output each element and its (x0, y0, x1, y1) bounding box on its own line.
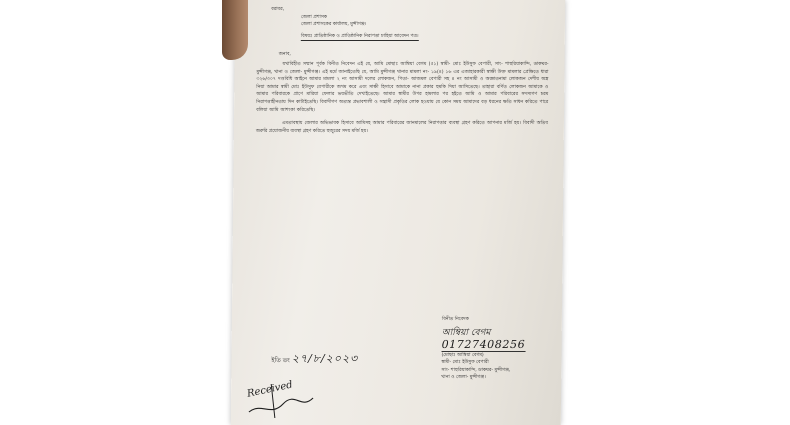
body-paragraph (256, 61, 549, 114)
greeting: জনাব, (278, 52, 291, 58)
background-left (0, 0, 235, 425)
closing-text: বিনীত নিবেদক (441, 317, 469, 322)
sender-district: থানা ও জেলা- মুন্সীগঞ্জ। (441, 375, 486, 381)
date-value: ২৭/৮/২০২৩ (291, 352, 359, 365)
date-label: ইতি তং (271, 357, 290, 364)
handwritten-phone (442, 339, 552, 352)
background-right (580, 0, 790, 425)
letter-subject: বিষয়ঃ প্রাতিষ্ঠানিক ও প্রাতিষ্ঠানিক নিরাপত্তা চাহিয়া আবেদন পত্র। (301, 33, 419, 42)
sender-name: (মোছাঃ আম্বিয়া বেগম) (441, 352, 484, 358)
handwritten-signature: আম্বিয়া বেগম (441, 327, 491, 338)
recipient-line-1: জেলা প্রশাসক (301, 14, 327, 20)
date-block (271, 350, 358, 369)
thumb (222, 0, 248, 60)
sender-husband: স্বামী- মোঃ ইউসুফ বেপারী (441, 360, 489, 366)
closing-block (441, 316, 552, 382)
letter-paper (231, 0, 565, 425)
request-paragraph (256, 120, 548, 135)
request-text: এমতাবস্থায় জেলার অভিভাবক হিসাবে আমিসহ আমার পরিবারের জানমালের নিরাপত্তার ব্যবস্থা গ্রহণ করিতে আপনার মর্জি হয়। বিবাদী অতিব জরুরি প্রয়োজনীয় ব্যবস্থা গ্রহণ করিতে হুজুরের সদয় মর্জি হয়। (255, 121, 548, 134)
receiver-signature-scrawl (241, 372, 322, 422)
body-text: যথাবিহীত সম্মান পূর্বক বিনীত নিবেদন এই যে, আমি মোছাঃ আম্বিয়া বেগম (৫১) স্বামী- মোঃ ইউসুফ বেপারী, সাং- শাহুরিয়াকান্দি, ডাকঘর- মুন্সীগঞ্জ, থানা ও জেলা- মুন্সীগঞ্জ। এই মর্মে জানাইতেছি যে, আমি মুন্সীগঞ্জ থানার মামলা নং- ১৯(৪) ১৬ এর এজাহারকারী স্বাক্ষী উক্ত মামলার প্রেক্ষিতে ধারা ৩২৬/৩০৭ দণ্ডবিধি আইনে আমার মামলা ২ নং আসামী দলের লোকজন, পিতা- আজমল বেপারী সহ ৪ নং আসামী ও অজ্ঞাতনামা লোকজন দেশীয় অস্ত্র নিয়া আমার স্বামী মোঃ ইউসুফ বেপারীকে জখম করে এবং সাক্ষী হিসাবে আমাকে নানা প্রকার হুমকি দিয়া আসিতেছে। তাহারা বর্ণিত লোকজন আমাকে ও আমার পরিবারকে প্রাণে মারিয়া ফেলার ভয়ভীতি দেখাইতেছে। আমার স্বামীর উপর হামলার পর হইতে আমি ও আমার পরিবারের সদস্যগণ চরম নিরাপত্তাহীনতায় দিন কাটাইতেছি। বিবাদীগণ অত্যন্ত প্রভাবশালী ও সন্ত্রাসী প্রকৃতির লোক হওয়ায় যে কোন সময় আমাদের বড় ধরনের ক্ষতি সাধন করিতে পারে বলিয়া আমি আশংকা করিতেছি। (256, 61, 549, 113)
salutation: বরাবর, (271, 7, 285, 12)
sender-address: সাং- শাহুরিয়াকান্দি, ডাকঘর- মুন্সীগঞ্জ, (441, 367, 511, 373)
recipient-line-2: জেলা প্রশাসকের কার্যালয়, মুন্সীগঞ্জ। (300, 22, 367, 28)
signature-stroke (249, 398, 313, 412)
phone-number: 01727408256 (441, 337, 526, 351)
receiver-signature-text: Received (246, 379, 294, 400)
letter-body (256, 6, 549, 135)
